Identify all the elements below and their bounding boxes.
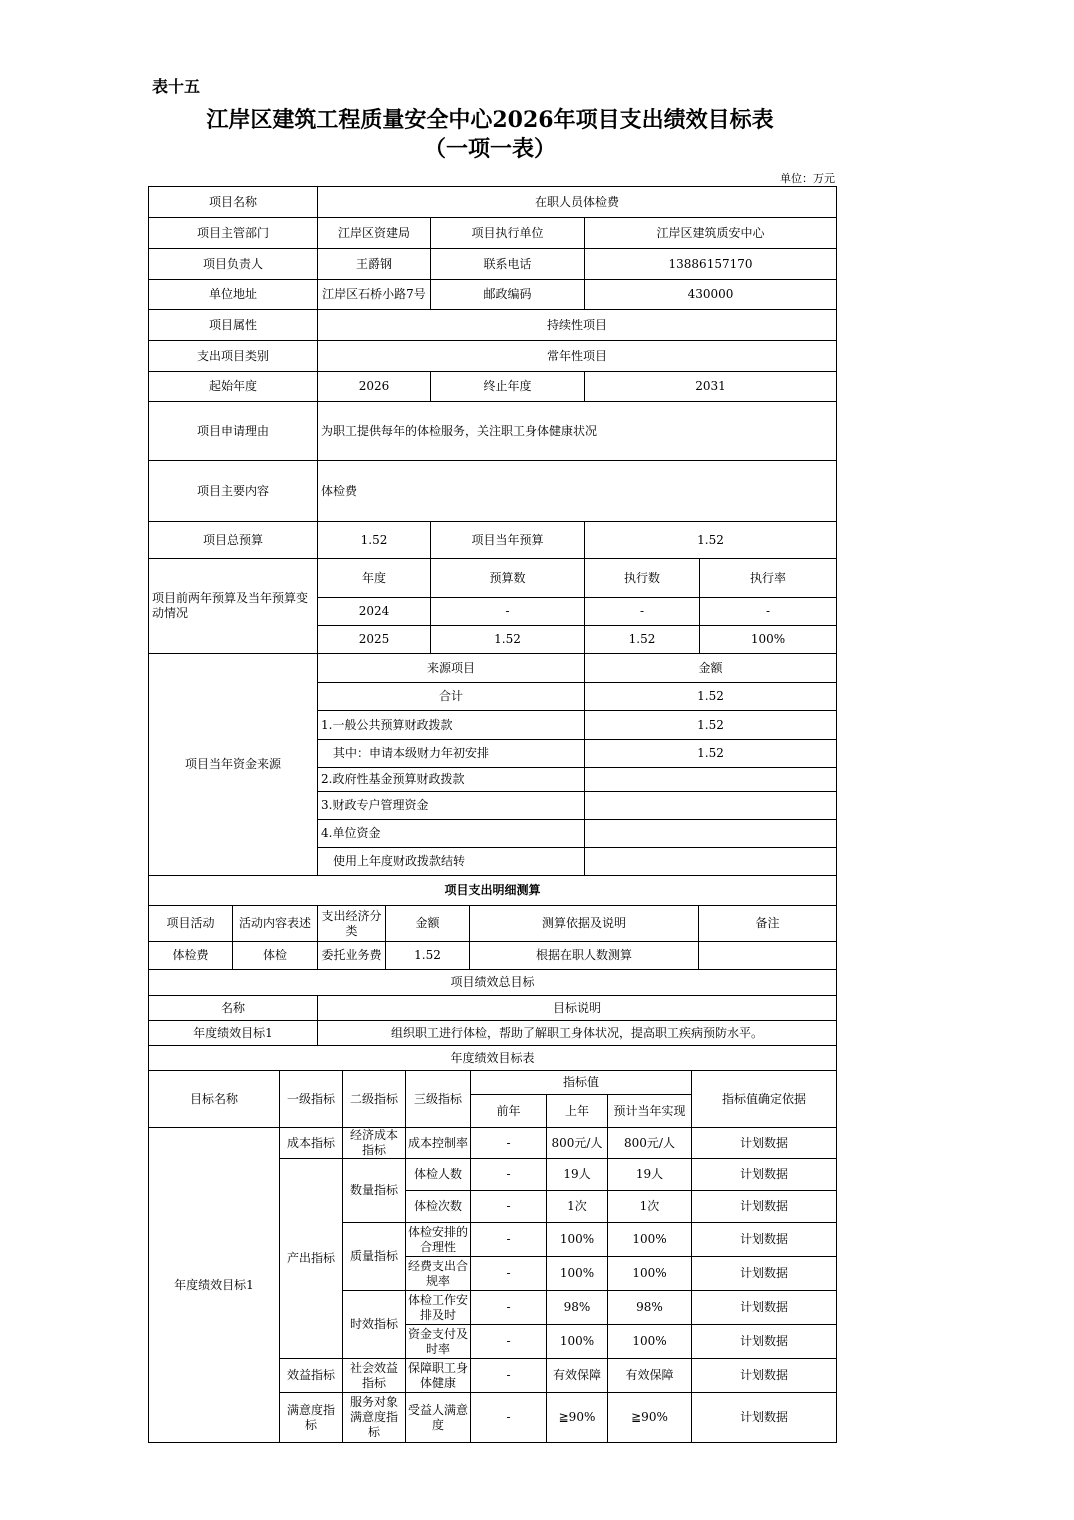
indicator: 资金支付及时率 <box>406 1325 471 1359</box>
funding-amount <box>585 848 837 876</box>
annual-target-table <box>148 1070 837 1443</box>
funding-amount <box>585 820 837 848</box>
dept-value: 江岸区资建局 <box>318 218 431 249</box>
detail-cell: 体检 <box>233 942 318 970</box>
funding-source: 4.单位资金 <box>318 820 585 848</box>
history-header: 执行率 <box>700 559 837 598</box>
detail-header: 金额 <box>386 906 470 942</box>
detail-header: 测算依据及说明 <box>470 906 699 942</box>
header-prev2: 前年 <box>471 1095 547 1128</box>
overall-section-title: 项目绩效总目标 <box>149 970 837 996</box>
indicator: 保障职工身体健康 <box>406 1359 471 1393</box>
header-value: 指标值 <box>471 1071 692 1095</box>
content-label: 项目主要内容 <box>149 461 318 522</box>
history-cell: - <box>700 598 837 626</box>
detail-header: 支出经济分类 <box>318 906 386 942</box>
detail-table <box>148 875 837 1071</box>
basis-value: 计划数据 <box>692 1257 837 1291</box>
basis-value: 计划数据 <box>692 1159 837 1191</box>
history-cell: - <box>431 598 585 626</box>
history-cell: 1.52 <box>585 626 700 654</box>
prev2-value: - <box>471 1325 547 1359</box>
prev2-value: - <box>471 1257 547 1291</box>
project-info-table <box>148 186 837 876</box>
table-label: 表十五 <box>152 77 201 96</box>
attr-value: 持续性项目 <box>318 310 837 341</box>
expected-value: 98% <box>608 1291 692 1325</box>
header-expected: 预计当年实现 <box>608 1095 692 1128</box>
indicator: 体检安排的合理性 <box>406 1223 471 1257</box>
prev1-value: 100% <box>547 1325 608 1359</box>
start-year-value: 2026 <box>318 372 431 402</box>
detail-cell: 根据在职人数测算 <box>470 942 699 970</box>
indicator: 受益人满意度 <box>406 1393 471 1443</box>
prev1-value: 98% <box>547 1291 608 1325</box>
header-level1: 一级指标 <box>280 1071 343 1128</box>
total-budget-label: 项目总预算 <box>149 522 318 559</box>
prev2-value: - <box>471 1291 547 1325</box>
prev1-value: 800元/人 <box>547 1128 608 1159</box>
level2-quantity: 数量指标 <box>343 1159 406 1223</box>
header-prev1: 上年 <box>547 1095 608 1128</box>
prev1-value: 有效保障 <box>547 1359 608 1393</box>
prev2-value: - <box>471 1191 547 1223</box>
expected-value: ≧90% <box>608 1393 692 1443</box>
prev2-value: - <box>471 1359 547 1393</box>
history-header: 预算数 <box>431 559 585 598</box>
funding-label: 项目当年资金来源 <box>149 654 318 876</box>
overall-name-header: 名称 <box>149 996 318 1021</box>
funding-header: 来源项目 <box>318 654 585 683</box>
basis-value: 计划数据 <box>692 1325 837 1359</box>
history-cell: 2024 <box>318 598 431 626</box>
level1-output: 产出指标 <box>280 1159 343 1359</box>
level2-service: 服务对象满意度指标 <box>343 1393 406 1443</box>
header-target-name: 目标名称 <box>149 1071 280 1128</box>
level2-econ-cost: 经济成本指标 <box>343 1128 406 1159</box>
level2-social: 社会效益指标 <box>343 1359 406 1393</box>
end-year-label: 终止年度 <box>431 372 585 402</box>
overall-desc-header: 目标说明 <box>318 996 837 1021</box>
history-cell: 2025 <box>318 626 431 654</box>
annual-section-title: 年度绩效目标表 <box>149 1046 837 1071</box>
funding-header: 金额 <box>585 654 837 683</box>
prev2-value: - <box>471 1393 547 1443</box>
level1-benefit: 效益指标 <box>280 1359 343 1393</box>
history-label: 项目前两年预算及当年预算变动情况 <box>149 559 318 654</box>
reason-label: 项目申请理由 <box>149 402 318 461</box>
prev1-value: 100% <box>547 1223 608 1257</box>
phone-label: 联系电话 <box>431 249 585 280</box>
history-header: 年度 <box>318 559 431 598</box>
funding-source: 2.政府性基金预算财政拨款 <box>318 768 585 792</box>
funding-amount <box>585 768 837 792</box>
level2-timeliness: 时效指标 <box>343 1291 406 1359</box>
leader-label: 项目负责人 <box>149 249 318 280</box>
detail-cell: 委托业务费 <box>318 942 386 970</box>
indicator: 体检工作安排及时 <box>406 1291 471 1325</box>
header-level2: 二级指标 <box>343 1071 406 1128</box>
header-level3: 三级指标 <box>406 1071 471 1128</box>
unit-label: 单位：万元 <box>780 172 835 185</box>
funding-source: 合计 <box>318 683 585 711</box>
history-cell: 1.52 <box>431 626 585 654</box>
category-label: 支出项目类别 <box>149 341 318 372</box>
level1-cost: 成本指标 <box>280 1128 343 1159</box>
detail-section-title: 项目支出明细测算 <box>149 876 837 906</box>
expected-value: 19人 <box>608 1159 692 1191</box>
document-subtitle: （一项一表） <box>423 136 556 162</box>
prev2-value: - <box>471 1128 547 1159</box>
overall-name: 年度绩效目标1 <box>149 1021 318 1046</box>
overall-desc: 组织职工进行体检，帮助了解职工身体状况，提高职工疾病预防水平。 <box>318 1021 837 1046</box>
indicator: 体检次数 <box>406 1191 471 1223</box>
exec-unit-label: 项目执行单位 <box>431 218 585 249</box>
indicator: 经费支出合规率 <box>406 1257 471 1291</box>
prev1-value: ≧90% <box>547 1393 608 1443</box>
basis-value: 计划数据 <box>692 1128 837 1159</box>
project-name-label: 项目名称 <box>149 187 318 218</box>
prev2-value: - <box>471 1223 547 1257</box>
basis-value: 计划数据 <box>692 1393 837 1443</box>
header-basis: 指标值确定依据 <box>692 1071 837 1128</box>
attr-label: 项目属性 <box>149 310 318 341</box>
expected-value: 800元/人 <box>608 1128 692 1159</box>
expected-value: 100% <box>608 1325 692 1359</box>
document-title: 江岸区建筑工程质量安全中心2026年项目支出绩效目标表 <box>206 107 774 133</box>
funding-source: 使用上年度财政拨款结转 <box>318 848 585 876</box>
annual-target-name: 年度绩效目标1 <box>149 1128 280 1443</box>
detail-header: 活动内容表述 <box>233 906 318 942</box>
funding-source: 1.一般公共预算财政拨款 <box>318 711 585 740</box>
exec-unit-value: 江岸区建筑质安中心 <box>585 218 837 249</box>
basis-value: 计划数据 <box>692 1191 837 1223</box>
basis-value: 计划数据 <box>692 1359 837 1393</box>
category-value: 常年性项目 <box>318 341 837 372</box>
detail-header: 备注 <box>699 906 837 942</box>
prev2-value: - <box>471 1159 547 1191</box>
prev1-value: 1次 <box>547 1191 608 1223</box>
detail-cell: 体检费 <box>149 942 233 970</box>
funding-amount: 1.52 <box>585 683 837 711</box>
postcode-label: 邮政编码 <box>431 280 585 310</box>
expected-value: 100% <box>608 1223 692 1257</box>
level2-quality: 质量指标 <box>343 1223 406 1291</box>
content-value: 体检费 <box>318 461 837 522</box>
funding-amount: 1.52 <box>585 740 837 768</box>
year-budget-label: 项目当年预算 <box>431 522 585 559</box>
detail-header: 项目活动 <box>149 906 233 942</box>
indicator: 成本控制率 <box>406 1128 471 1159</box>
funding-amount <box>585 792 837 820</box>
leader-value: 王爵钢 <box>318 249 431 280</box>
funding-source: 3.财政专户管理资金 <box>318 792 585 820</box>
address-label: 单位地址 <box>149 280 318 310</box>
prev1-value: 19人 <box>547 1159 608 1191</box>
end-year-value: 2031 <box>585 372 837 402</box>
history-header: 执行数 <box>585 559 700 598</box>
detail-cell <box>699 942 837 970</box>
reason-value: 为职工提供每年的体检服务，关注职工身体健康状况 <box>318 402 837 461</box>
project-name-value: 在职人员体检费 <box>318 187 837 218</box>
history-cell: 100% <box>700 626 837 654</box>
funding-source: 其中：申请本级财力年初安排 <box>318 740 585 768</box>
basis-value: 计划数据 <box>692 1223 837 1257</box>
expected-value: 100% <box>608 1257 692 1291</box>
dept-label: 项目主管部门 <box>149 218 318 249</box>
detail-cell: 1.52 <box>386 942 470 970</box>
phone-value: 13886157170 <box>585 249 837 280</box>
history-cell: - <box>585 598 700 626</box>
expected-value: 1次 <box>608 1191 692 1223</box>
postcode-value: 430000 <box>585 280 837 310</box>
funding-amount: 1.52 <box>585 711 837 740</box>
indicator: 体检人数 <box>406 1159 471 1191</box>
level1-satisfaction: 满意度指标 <box>280 1393 343 1443</box>
prev1-value: 100% <box>547 1257 608 1291</box>
start-year-label: 起始年度 <box>149 372 318 402</box>
total-budget-value: 1.52 <box>318 522 431 559</box>
year-budget-value: 1.52 <box>585 522 837 559</box>
expected-value: 有效保障 <box>608 1359 692 1393</box>
basis-value: 计划数据 <box>692 1291 837 1325</box>
address-value: 江岸区石桥小路7号 <box>318 280 431 310</box>
